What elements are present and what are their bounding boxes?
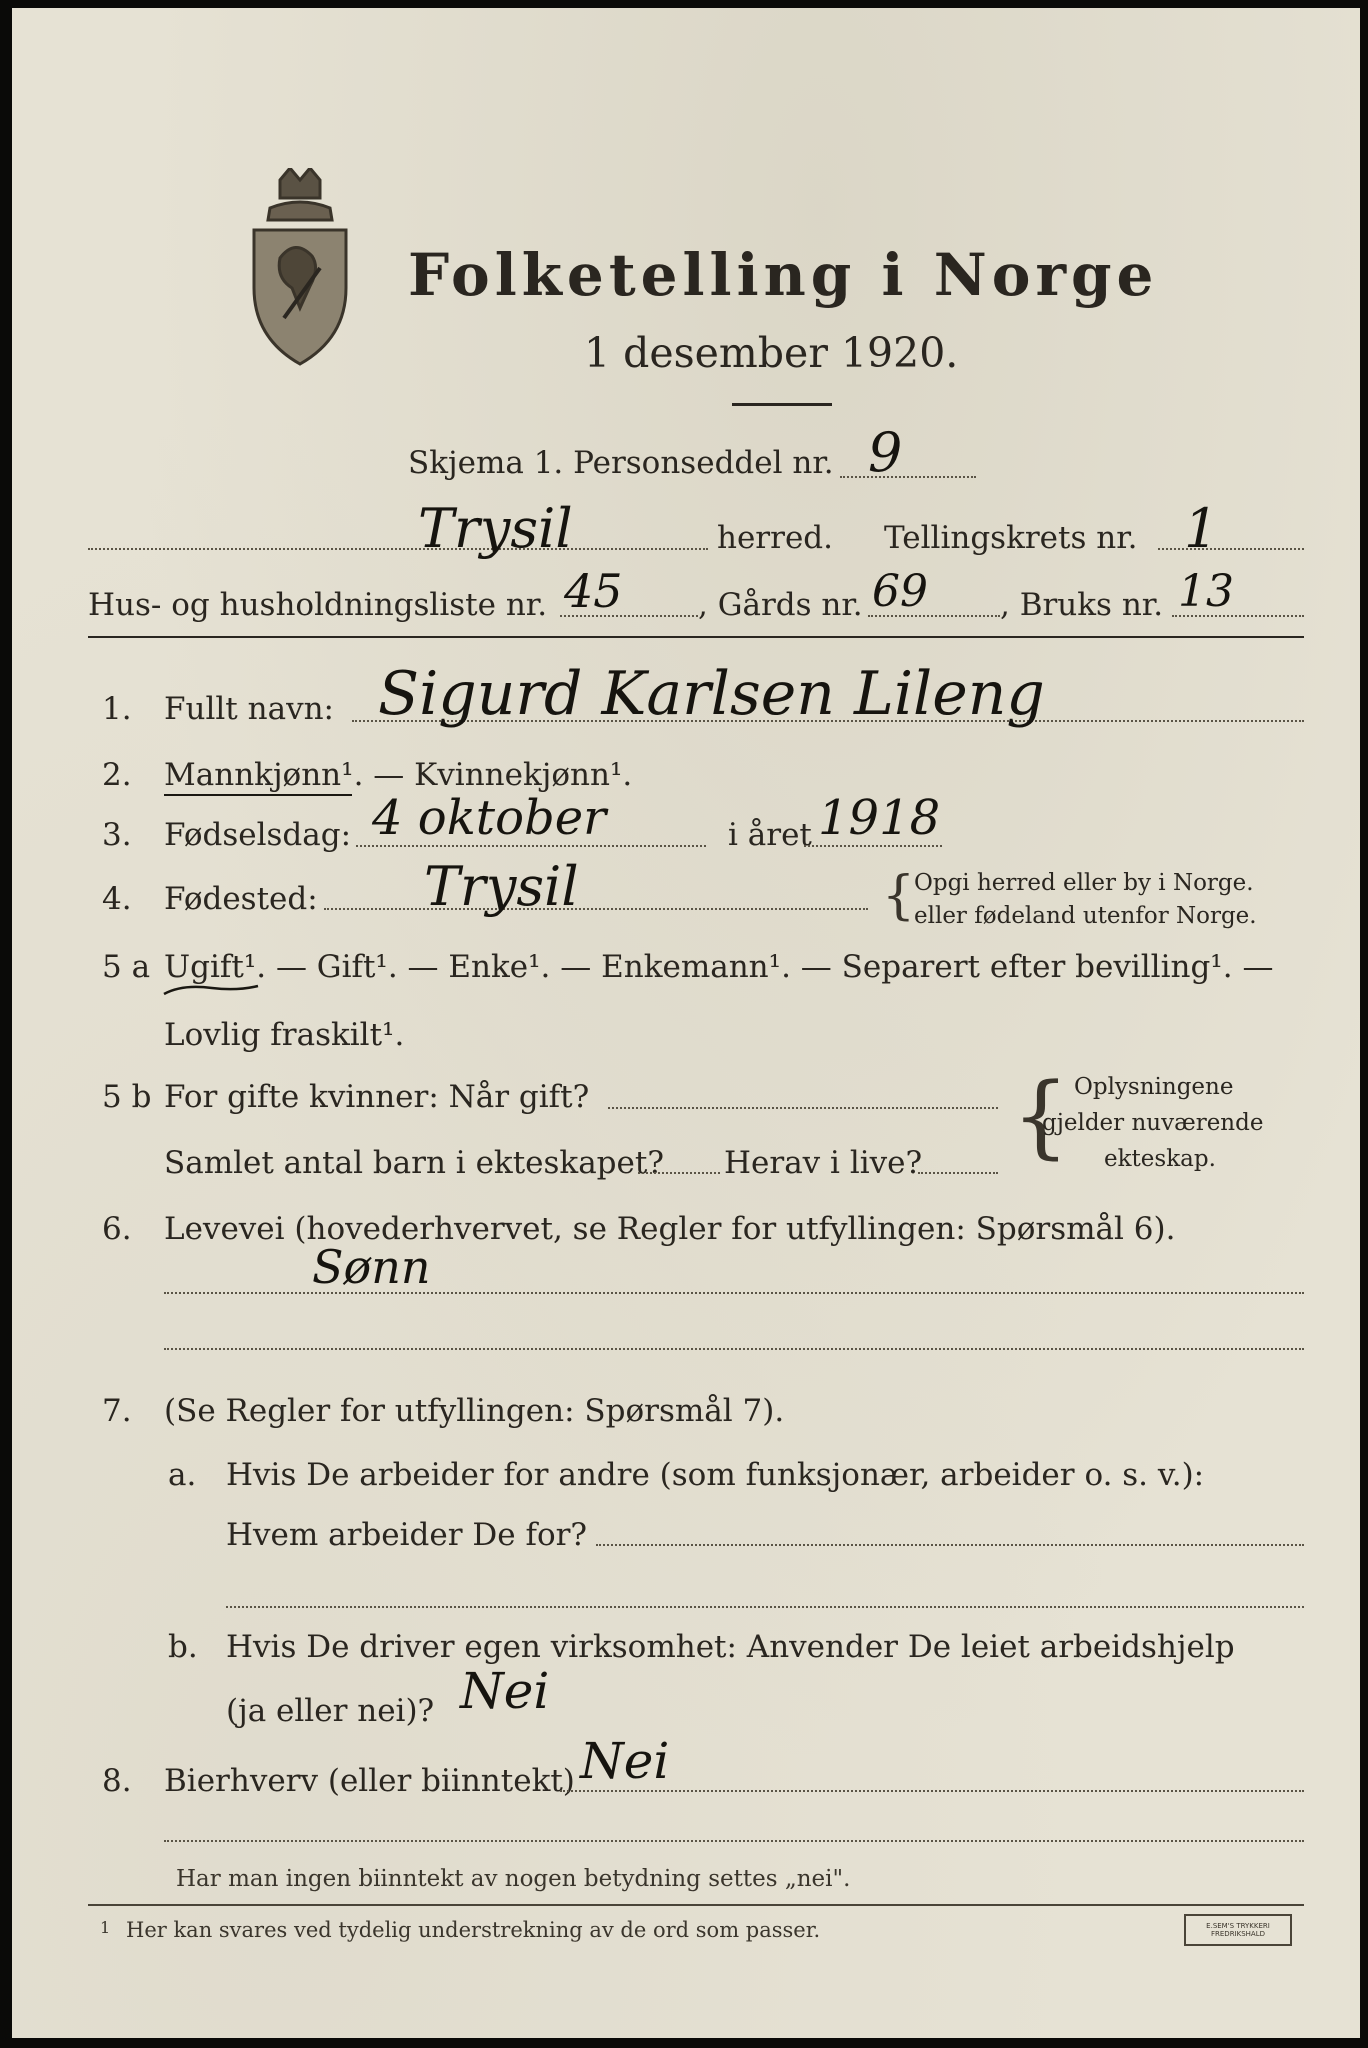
herred-value: Trysil <box>418 497 573 560</box>
q4-line <box>324 908 868 910</box>
coat-of-arms-icon <box>240 168 360 368</box>
q8-number: 8. <box>102 1763 132 1799</box>
header-rule <box>88 636 1304 638</box>
q4-note-line2: eller fødeland utenfor Norge. <box>914 903 1257 929</box>
q6-occupation-value: Sønn <box>312 1240 431 1294</box>
stamp-line2: FREDRIKSHALD <box>1210 1930 1265 1939</box>
q7a-employer-line1 <box>596 1544 1304 1546</box>
footnote-mark: 1 <box>100 1918 111 1937</box>
schema-number-value: 9 <box>868 421 903 484</box>
q2-gender-options: Mannkjønn¹. — Kvinnekjønn¹. <box>164 757 633 793</box>
q5b-note-brace: { <box>1012 1064 1070 1169</box>
q6-line2 <box>164 1348 1304 1350</box>
q5b-married-when-label: For gifte kvinner: Når gift? <box>164 1079 590 1115</box>
footer-rule <box>88 1904 1304 1906</box>
tellingskrets-line <box>1158 548 1304 550</box>
household-list-value: 45 <box>564 564 623 618</box>
census-form <box>12 8 1360 2038</box>
gards-label: , Gårds nr. <box>698 587 863 623</box>
q6-label: Levevei (hovederhvervet, se Regler for utfyllingen: Spørsmål 6). <box>164 1211 1176 1247</box>
q5b-note-line2: gjelder nuværende <box>1042 1110 1264 1136</box>
herred-line <box>88 548 708 550</box>
form-title: Folketelling i Norge <box>408 241 1159 309</box>
q4-number: 4. <box>102 881 132 917</box>
bruks-value: 13 <box>1178 566 1234 617</box>
q5b-note-line1: Oplysningene <box>1074 1074 1234 1100</box>
q5b-alive-line <box>918 1172 998 1174</box>
q7b-yes-no-label: (ja eller nei)? <box>226 1693 435 1729</box>
q5a-number: 5 a <box>102 949 151 985</box>
q4-note-line1: Opgi herred eller by i Norge. <box>914 870 1254 896</box>
q3-birthday-value: 4 oktober <box>372 790 607 846</box>
title-divider <box>732 403 832 406</box>
q7b-number: b. <box>168 1629 198 1665</box>
q3-number: 3. <box>102 817 132 853</box>
q7-label: (Se Regler for utfyllingen: Spørsmål 7). <box>164 1393 785 1429</box>
printer-stamp <box>1184 1914 1292 1946</box>
q1-number: 1. <box>102 691 132 727</box>
herred-label: herred. <box>717 520 833 556</box>
q7b-question: Hvis De driver egen virksomhet: Anvender De leiet arbeidshjelp <box>226 1629 1235 1665</box>
q8-line2 <box>164 1840 1304 1842</box>
q5b-children-line <box>638 1172 720 1174</box>
q7a-number: a. <box>168 1457 197 1493</box>
q4-note-brace: { <box>882 866 916 926</box>
q8-value: Nei <box>580 1732 670 1790</box>
q6-number: 6. <box>102 1211 132 1247</box>
q1-full-name-value: Sigurd Karlsen Lileng <box>378 659 1045 729</box>
schema-label: Skjema 1. Personseddel nr. <box>408 445 834 481</box>
q7a-employer-line2 <box>226 1606 1304 1608</box>
q2-underline-mannkjonn <box>164 794 352 796</box>
q1-label: Fullt navn: <box>164 691 334 727</box>
q3-year-label: i året <box>728 817 812 853</box>
tellingskrets-label: Tellingskrets nr. <box>884 520 1138 556</box>
gards-value: 69 <box>872 566 928 617</box>
q3-label: Fødselsdag: <box>164 817 352 853</box>
footnote-text: Her kan svares ved tydelig understrekning av de ord som passer. <box>126 1918 821 1942</box>
q5b-children-label: Samlet antal barn i ekteskapet? <box>164 1145 664 1181</box>
q7-number: 7. <box>102 1393 132 1429</box>
q5b-married-when-line <box>608 1107 998 1109</box>
q5b-note-line3: ekteskap. <box>1104 1146 1216 1172</box>
census-date: 1 desember 1920. <box>584 329 959 377</box>
q7b-value: Nei <box>460 1662 550 1720</box>
tellingskrets-value: 1 <box>1184 497 1219 560</box>
q5a-status-options: Ugift¹. — Gift¹. — Enke¹. — Enkemann¹. — Separert efter bevilling¹. — <box>164 949 1274 985</box>
q5b-number: 5 b <box>102 1079 152 1115</box>
q5a-status-options-cont: Lovlig fraskilt¹. <box>164 1017 405 1053</box>
q8-line1 <box>560 1790 1304 1792</box>
bruks-label: , Bruks nr. <box>1000 587 1164 623</box>
q2-number: 2. <box>102 757 132 793</box>
q3-year-value: 1918 <box>818 790 941 846</box>
stamp-line1: E.SEM'S TRYKKERI <box>1206 1922 1270 1930</box>
q5b-alive-label: Herav i live? <box>724 1145 923 1181</box>
q4-birthplace-value: Trysil <box>424 855 579 918</box>
schema-number-line <box>840 476 976 478</box>
biinntekt-note: Har man ingen biinntekt av nogen betydning settes „nei". <box>176 1866 851 1892</box>
q8-label: Bierhverv (eller biinntekt) <box>164 1763 575 1799</box>
household-list-label: Hus- og husholdningsliste nr. <box>88 587 548 623</box>
q7a-question: Hvis De arbeider for andre (som funksjonær, arbeider o. s. v.): <box>226 1457 1205 1493</box>
q7a-employer-label: Hvem arbeider De for? <box>226 1517 588 1553</box>
q5a-underline-ugift <box>162 982 262 998</box>
q4-label: Fødested: <box>164 881 318 917</box>
